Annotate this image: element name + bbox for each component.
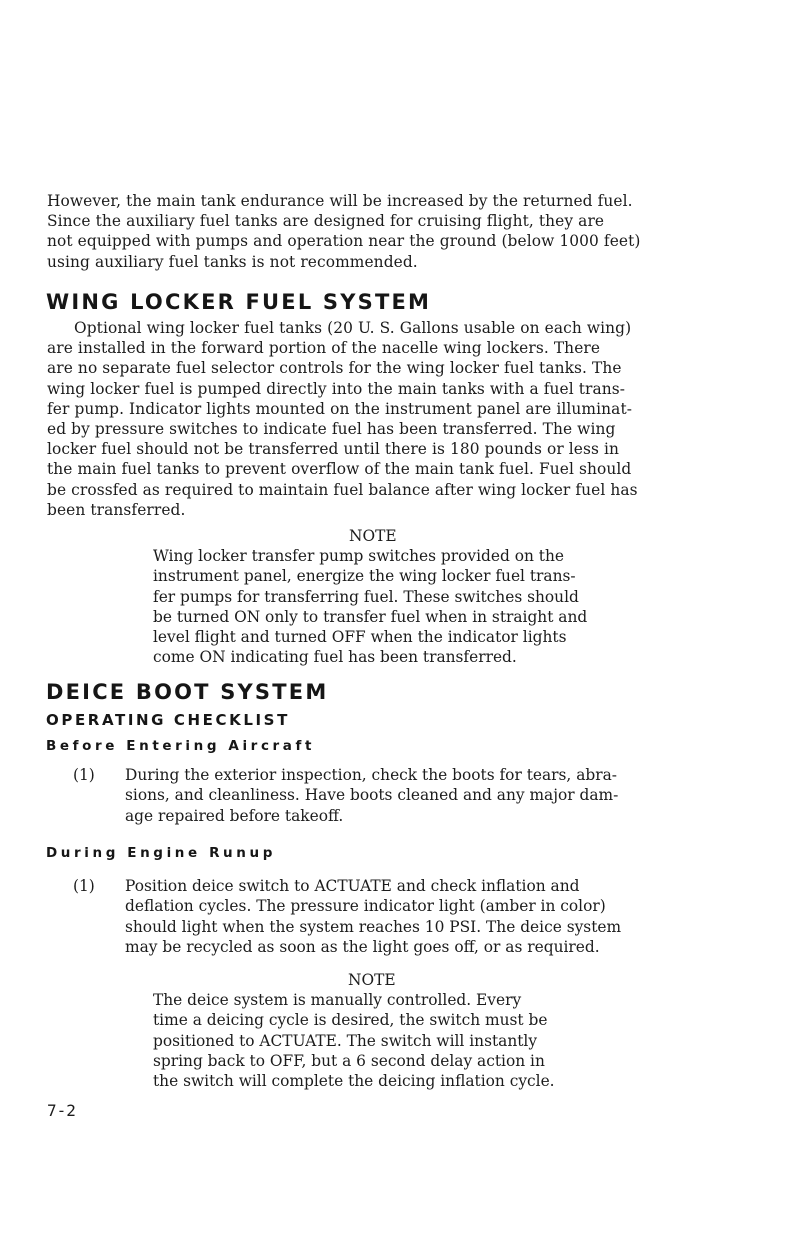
note-line: The deice system is manually controlled. Every <box>153 991 522 1009</box>
paragraph-line: Since the auxiliary fuel tanks are designed for cruising flight, they are <box>47 212 605 231</box>
paragraph-line: Optional wing locker fuel tanks (20 U. S. Gallons usable on each wing) <box>74 319 632 337</box>
deice-note <box>153 990 673 1091</box>
note-line: time a deicing cycle is desired, the switch must be <box>153 1011 548 1030</box>
step-line: sions, and cleanliness. Have boots cleaned and any major dam- <box>125 786 619 805</box>
wing-locker-note <box>153 546 673 668</box>
note-line: spring back to OFF, but a 6 second delay action in <box>153 1051 545 1070</box>
step-line: deflation cycles. The pressure indicator light (amber in color) <box>125 897 606 916</box>
wing-locker-heading: WING LOCKER FUEL SYSTEM <box>46 290 432 314</box>
note-line: instrument panel, energize the wing locker fuel trans- <box>153 567 576 586</box>
step-line: should light when the system reaches 10 PSI. The deice system <box>125 917 622 936</box>
operating-checklist-heading: OPERATING CHECKLIST <box>46 711 290 729</box>
paragraph-line: locker fuel should not be transferred until there is 180 pounds or less in <box>47 440 620 459</box>
step-number: (1) <box>73 766 95 784</box>
intro-paragraph <box>47 191 727 272</box>
page-number: 7-2 <box>47 1101 76 1120</box>
step-line: Position deice switch to ACTUATE and check inflation and <box>125 877 580 895</box>
paragraph-line: are installed in the forward portion of the nacelle wing lockers. There <box>47 339 601 358</box>
note-title: NOTE <box>348 971 396 989</box>
step-line: may be recycled as soon as the light goes off, or as required. <box>125 937 600 956</box>
step-number: (1) <box>73 877 95 895</box>
paragraph-line: ed by pressure switches to indicate fuel has been transferred. The wing <box>47 420 616 439</box>
paragraph-line: not equipped with pumps and operation near the ground (below 1000 feet) <box>47 232 641 251</box>
paragraph-line: using auxiliary fuel tanks is not recommended. <box>47 252 418 271</box>
note-line: come ON indicating fuel has been transferred. <box>153 648 517 667</box>
note-line: positioned to ACTUATE. The switch will instantly <box>153 1031 538 1050</box>
note-line: fer pumps for transferring fuel. These switches should <box>153 587 579 606</box>
note-line: the switch will complete the deicing inflation cycle. <box>153 1072 555 1091</box>
paragraph-line: the main fuel tanks to prevent overflow of the main tank fuel. Fuel should <box>47 460 632 479</box>
note-line: level flight and turned OFF when the indicator lights <box>153 628 567 647</box>
paragraph-line: wing locker fuel is pumped directly into the main tanks with a fuel trans- <box>47 379 626 398</box>
engine-runup-heading: During Engine Runup <box>46 845 276 861</box>
step-line: During the exterior inspection, check the boots for tears, abra- <box>125 766 617 784</box>
paragraph-line: are no separate fuel selector controls for the wing locker fuel tanks. The <box>47 359 622 378</box>
paragraph-line: fer pump. Indicator lights mounted on the instrument panel are illuminat- <box>47 399 633 418</box>
note-line: Wing locker transfer pump switches provided on the <box>153 547 564 565</box>
step-line: age repaired before takeoff. <box>125 806 344 825</box>
wing-locker-paragraph <box>47 318 727 520</box>
paragraph-line: However, the main tank endurance will be increased by the returned fuel. <box>47 192 633 210</box>
paragraph-line: be crossfed as required to maintain fuel balance after wing locker fuel has <box>47 480 638 499</box>
note-title: NOTE <box>349 527 397 545</box>
paragraph-line: been transferred. <box>47 500 186 519</box>
deice-heading: DEICE BOOT SYSTEM <box>46 680 329 704</box>
before-entering-heading: Before Entering Aircraft <box>46 738 316 754</box>
note-line: be turned ON only to transfer fuel when in straight and <box>153 607 588 626</box>
